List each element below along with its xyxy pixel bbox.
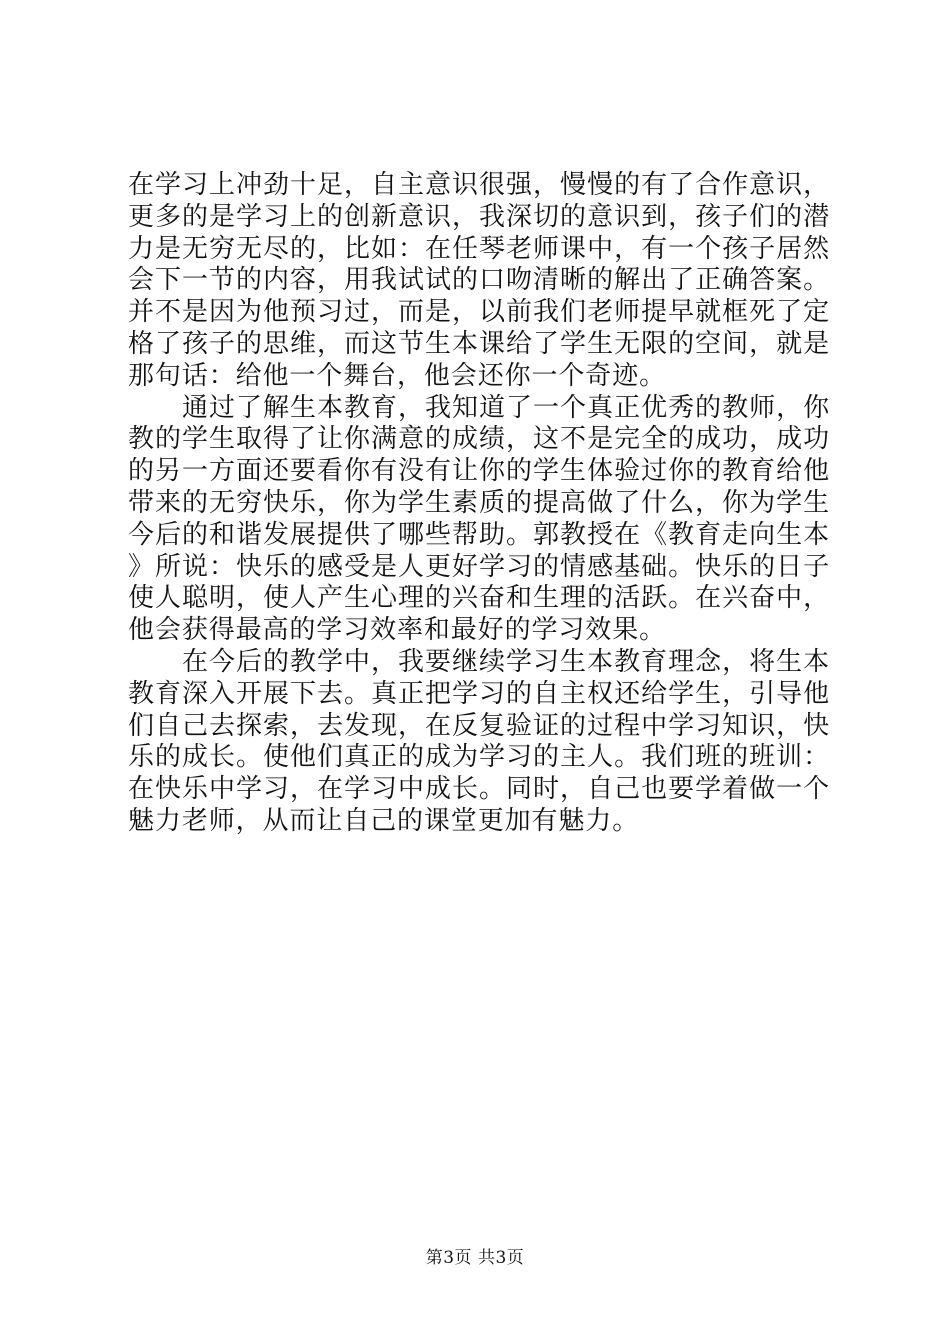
paragraph-shengben-education: 通过了解生本教育，我知道了一个真正优秀的教师，你教的学生取得了让你满意的成绩，这不是完全的成功，成功的另一方面还要看你有没有让你的学生体验过你的教育给他带来的无穷快乐，你为学生素质的提高做了什么，你为学生今后的和谐发展提供了哪些帮助。郭教授在《教育走向生本》所说：快乐的感受是人更好学习的情感基础。快乐的日子使人聪明，使人产生心理的兴奋和生理的活跃。在兴奋中，他会获得最高的学习效率和最好的学习效果。	[128, 392, 830, 646]
document-body	[128, 170, 830, 838]
paragraph-continuation: 在学习上冲劲十足，自主意识很强，慢慢的有了合作意识，更多的是学习上的创新意识，我深切的意识到，孩子们的潜力是无穷无尽的，比如：在任琴老师课中，有一个孩子居然会下一节的内容，用我试试的口吻清晰的解出了正确答案。并不是因为他预习过，而是，以前我们老师提早就框死了定格了孩子的思维，而这节生本课给了学生无限的空间，就是那句话：给他一个舞台，他会还你一个奇迹。	[128, 170, 830, 391]
page-number-footer: 第3页 共3页	[425, 1248, 525, 1268]
paragraph-future-teaching: 在今后的教学中，我要继续学习生本教育理念，将生本教育深入开展下去。真正把学习的自主权还给学生，引导他们自己去探索，去发现，在反复验证的过程中学习知识，快乐的成长。使他们真正的成为学习的主人。我们班的班训：在快乐中学习，在学习中成长。同时，自己也要学着做一个魅力老师，从而让自己的课堂更加有魅力。	[128, 646, 830, 836]
